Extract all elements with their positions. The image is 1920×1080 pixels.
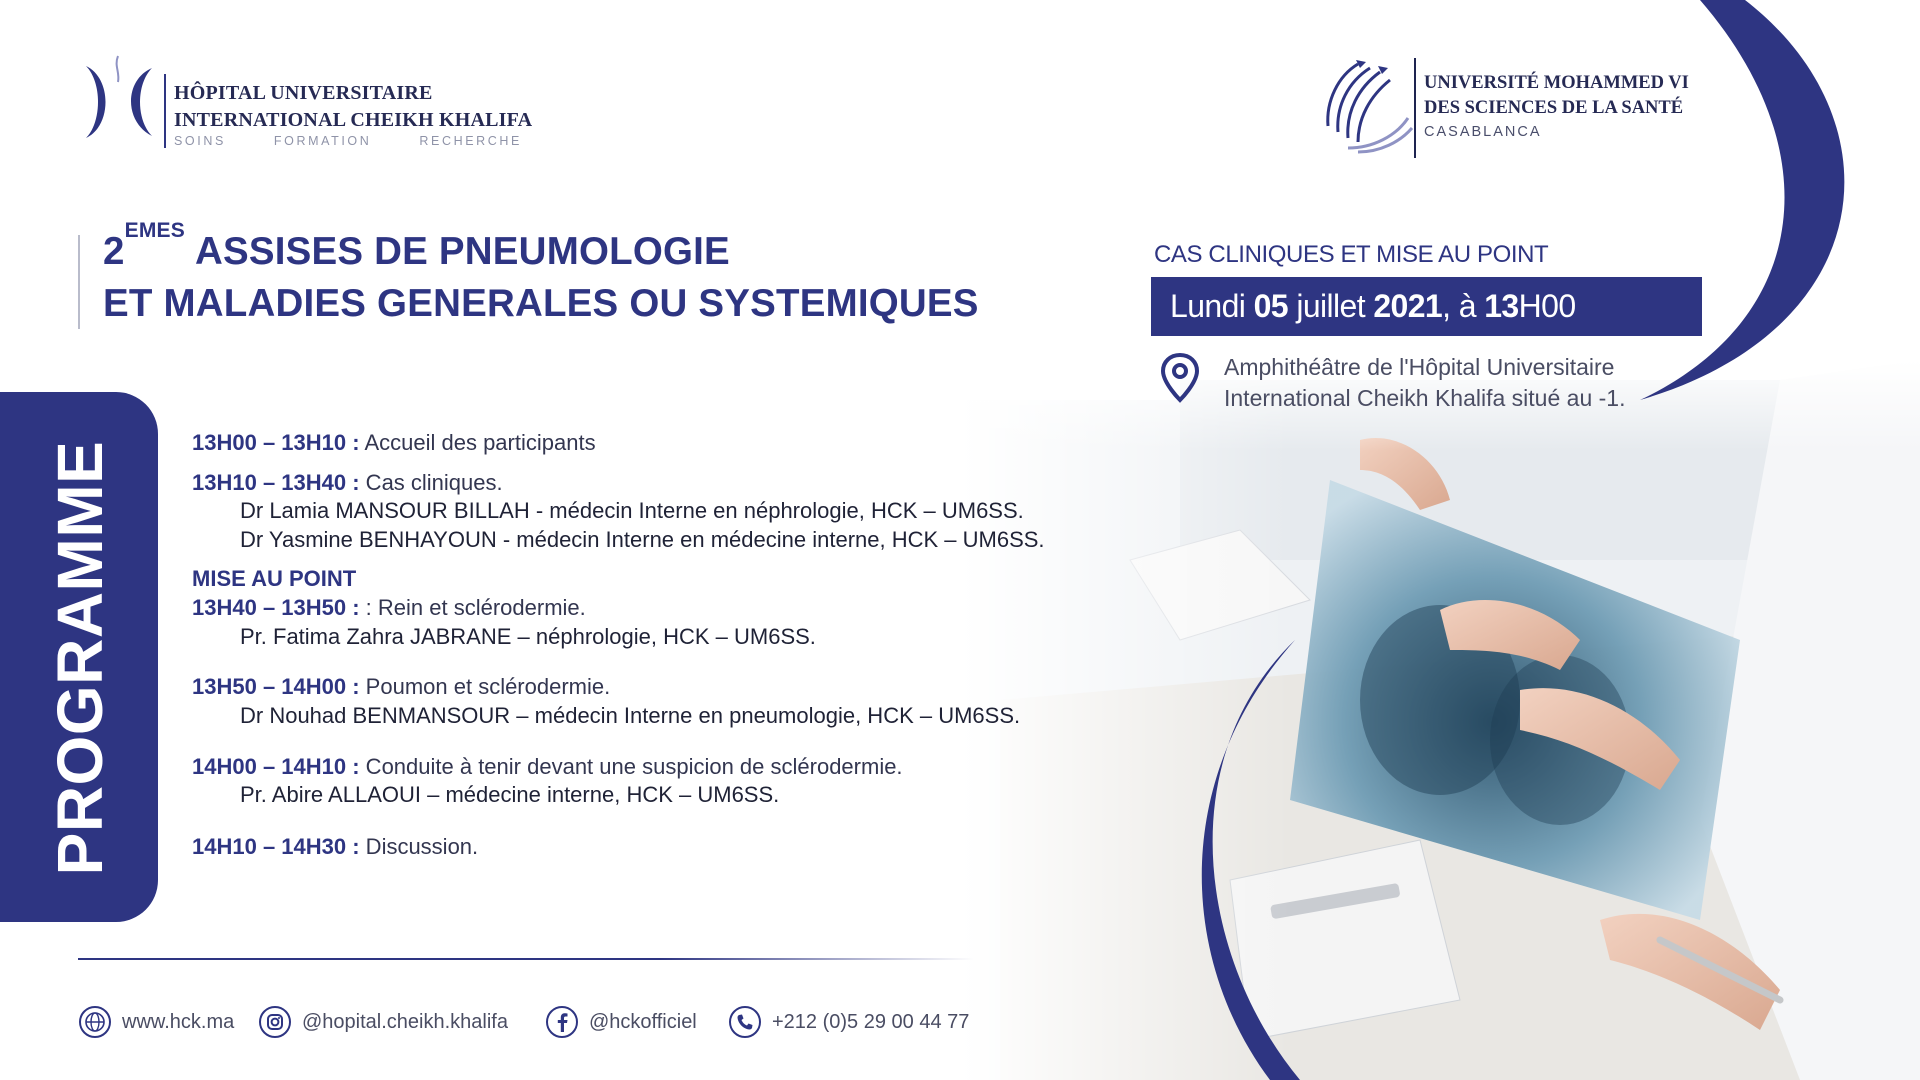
schedule-speaker: Pr. Abire ALLAOUI – médecine interne, HCK – UM6SS. xyxy=(240,782,780,807)
hospital-name-line2: INTERNATIONAL CHEIKH KHALIFA xyxy=(174,109,533,131)
website-text: www.hck.ma xyxy=(122,1011,235,1033)
location-pin-icon xyxy=(1160,352,1200,404)
schedule-topic: : Rein et sclérodermie. xyxy=(359,595,586,620)
tagline-recherche: RECHERCHE xyxy=(419,134,522,148)
time-hours: 13 xyxy=(1484,288,1519,324)
schedule-topic: Poumon et sclérodermie. xyxy=(359,674,611,699)
logo-divider xyxy=(164,74,166,148)
schedule-item xyxy=(192,674,610,700)
schedule-speaker: Dr Nouhad BENMANSOUR – médecin Interne en pneumologie, HCK – UM6SS. xyxy=(240,703,1021,728)
phone-text: +212 (0)5 29 00 44 77 xyxy=(772,1011,970,1033)
schedule-topic: Discussion. xyxy=(359,834,479,859)
facebook-text: @hckofficiel xyxy=(589,1011,697,1033)
university-logo-divider xyxy=(1414,58,1416,158)
globe-icon xyxy=(78,1005,112,1039)
event-title xyxy=(103,219,979,330)
time-rest: H00 xyxy=(1518,288,1576,324)
title-line1-text: ASSISES DE PNEUMOLOGIE xyxy=(194,230,730,273)
schedule-time: 13H00 – 13H10 : xyxy=(192,430,360,455)
phone-icon xyxy=(728,1005,762,1039)
date-month: juillet xyxy=(1296,288,1366,324)
schedule-item xyxy=(192,470,503,496)
schedule-time: 14H00 – 14H10 : xyxy=(192,754,360,779)
location-line1: Amphithéâtre de l'Hôpital Universitaire xyxy=(1224,354,1615,380)
title-ordinal-number: 2 xyxy=(103,230,125,273)
schedule-item xyxy=(192,595,586,621)
instagram-icon xyxy=(258,1005,292,1039)
footer-divider xyxy=(78,958,974,960)
schedule-topic: Accueil des participants xyxy=(359,430,596,455)
hospital-tagline xyxy=(174,134,570,148)
schedule-speaker: Dr Lamia MANSOUR BILLAH - médecin Interne en néphrologie, HCK – UM6SS. xyxy=(240,498,1024,523)
schedule-item xyxy=(192,834,478,860)
schedule-item xyxy=(192,754,903,780)
university-name-line2: DES SCIENCES DE LA SANTÉ xyxy=(1424,98,1684,118)
university-city: CASABLANCA xyxy=(1424,124,1542,140)
date-weekday: Lundi xyxy=(1170,288,1246,324)
facebook-icon xyxy=(545,1005,579,1039)
title-ordinal-suffix: EMES xyxy=(124,219,185,242)
schedule-topic: Conduite à tenir devant une suspicion de sclérodermie. xyxy=(359,754,903,779)
schedule-speaker: Dr Yasmine BENHAYOUN - médecin Interne en médecine interne, HCK – UM6SS. xyxy=(240,527,1045,552)
title-line2: ET MALADIES GENERALES OU SYSTEMIQUES xyxy=(103,282,979,325)
instagram-text: @hopital.cheikh.khalifa xyxy=(302,1011,508,1033)
tagline-soins: SOINS xyxy=(174,134,226,148)
university-logo xyxy=(1318,56,1728,160)
event-location xyxy=(1224,352,1625,414)
event-date-box xyxy=(1151,277,1702,336)
title-accent-bar xyxy=(78,235,80,329)
section-heading: MISE AU POINT xyxy=(192,566,357,591)
university-name-line1: UNIVERSITÉ MOHAMMED VI xyxy=(1424,73,1689,93)
tagline-formation: FORMATION xyxy=(273,134,372,148)
title-line1 xyxy=(103,219,979,278)
schedule-speaker: Pr. Fatima Zahra JABRANE – néphrologie, HCK – UM6SS. xyxy=(240,624,816,649)
schedule-time: 13H10 – 13H40 : xyxy=(192,470,360,495)
university-emblem-icon xyxy=(1318,56,1416,156)
hospital-emblem-icon xyxy=(78,52,158,148)
hospital-logo xyxy=(78,52,598,152)
schedule-item xyxy=(192,430,596,456)
schedule-time: 14H10 – 14H30 : xyxy=(192,834,360,859)
location-line2: International Cheikh Khalifa situé au -1. xyxy=(1224,385,1626,411)
programme-tab-label: PROGRAMME xyxy=(44,440,116,876)
schedule-topic: Cas cliniques. xyxy=(359,470,503,495)
date-day: 05 xyxy=(1253,288,1289,324)
date-year: 2021 xyxy=(1373,288,1443,324)
hospital-name-line1: HÔPITAL UNIVERSITAIRE xyxy=(174,82,433,104)
event-subtitle: CAS CLINIQUES ET MISE AU POINT xyxy=(1154,241,1549,268)
schedule-time: 13H40 – 13H50 : xyxy=(192,595,360,620)
date-separator: , à xyxy=(1442,288,1476,324)
schedule-time: 13H50 – 14H00 : xyxy=(192,674,360,699)
